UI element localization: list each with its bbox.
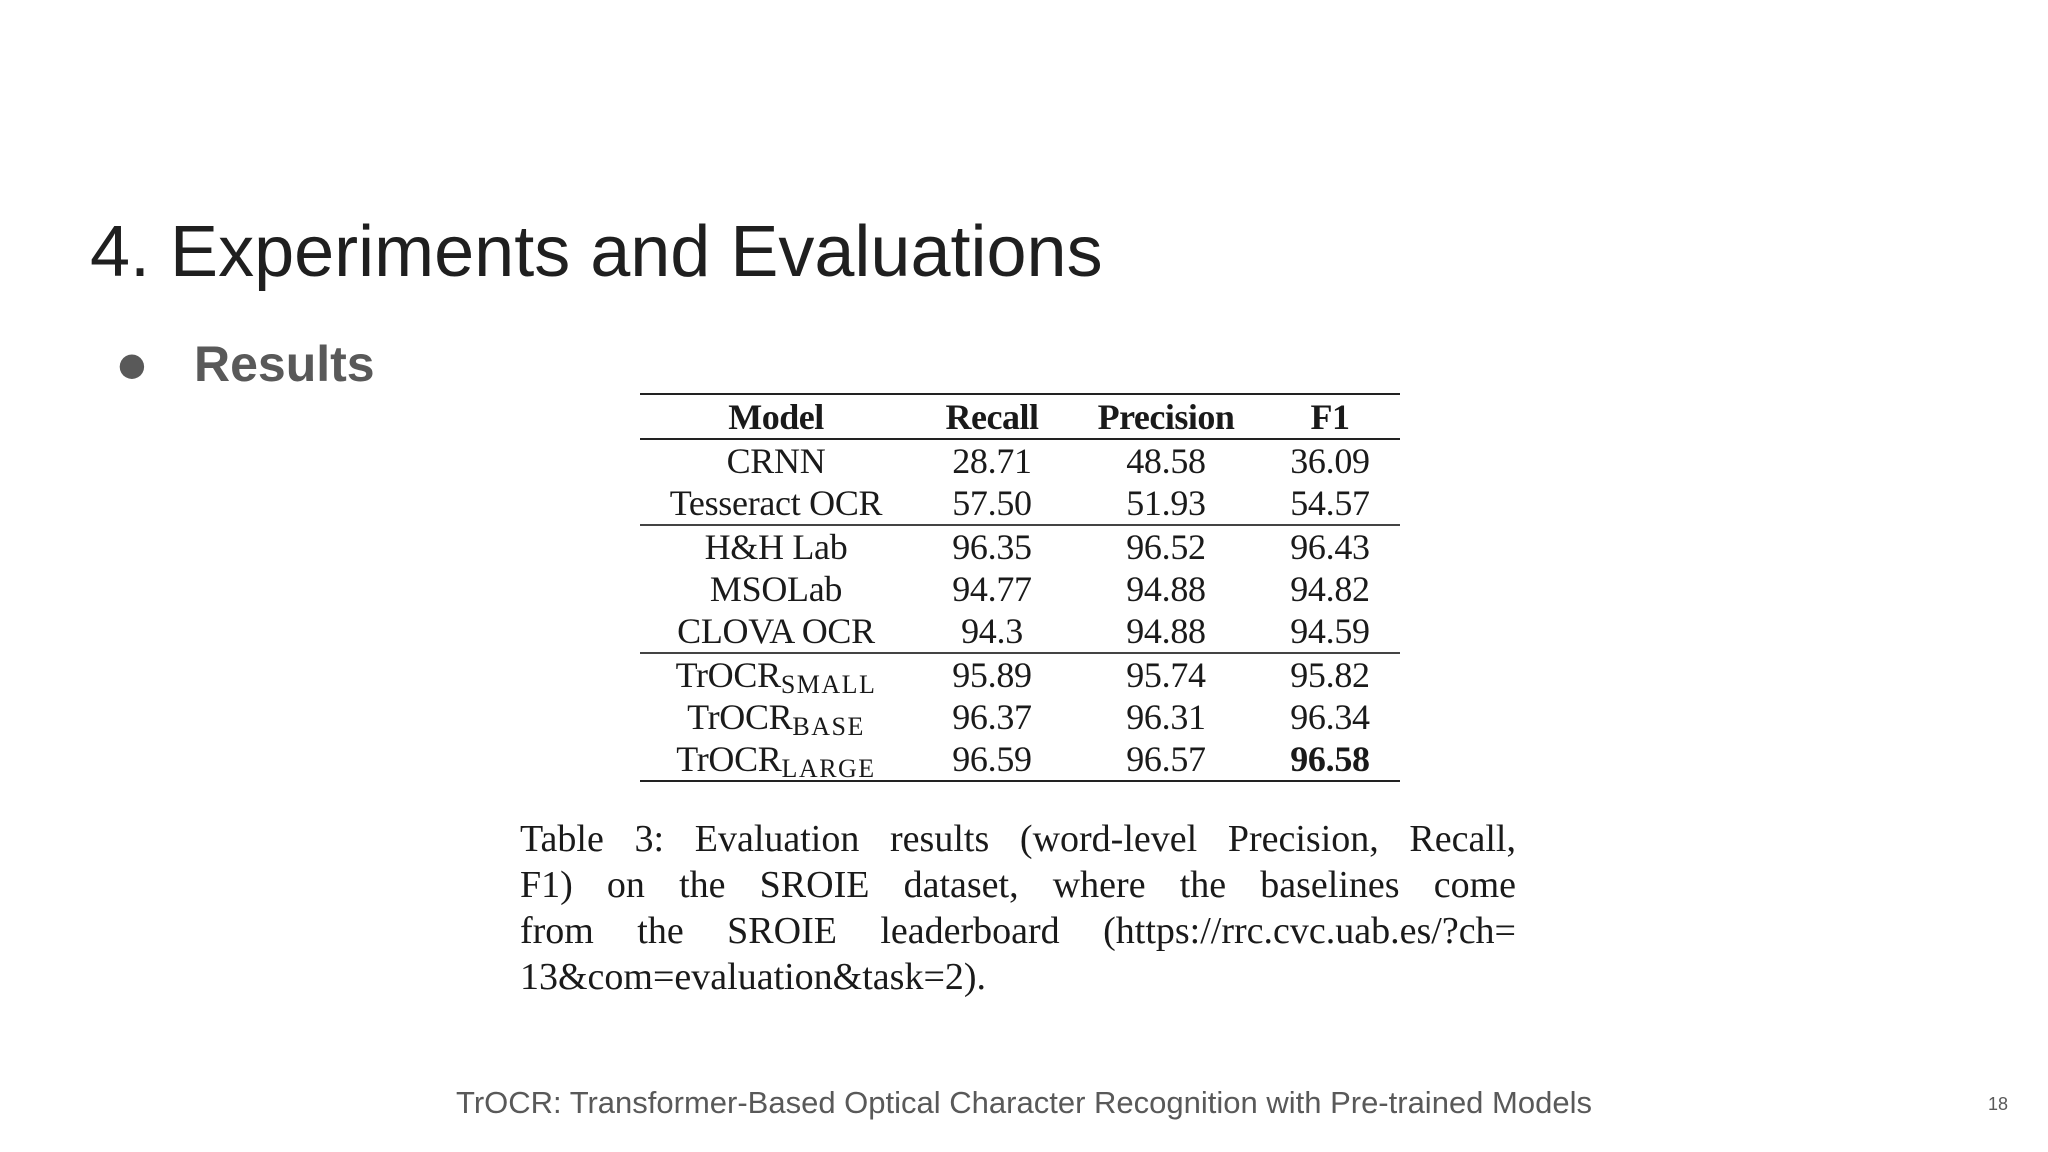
table-row (640, 439, 1400, 482)
recall-cell: 95.89 (912, 653, 1072, 696)
table-row (640, 653, 1400, 696)
caption-line: from the SROIE leaderboard (https://rrc.cvc.uab.es/?ch= (520, 910, 1516, 952)
precision-cell: 96.57 (1072, 738, 1260, 781)
recall-cell: 96.37 (952, 697, 1032, 737)
table-row (640, 525, 1400, 568)
precision-cell: 48.58 (1126, 441, 1206, 481)
table-row (640, 482, 1400, 525)
f1-cell: 94.59 (1290, 611, 1370, 651)
model-name: TrOCR (687, 697, 793, 737)
model-cell (640, 439, 912, 482)
caption-line: F1) on the SROIE dataset, where the baselines come (520, 864, 1516, 906)
f1-cell: 96.34 (1290, 697, 1370, 737)
header-precision: Precision (1072, 394, 1260, 439)
table-row (640, 696, 1400, 738)
model-size-subscript: SMALL (780, 670, 877, 699)
model-size-subscript: LARGE (781, 754, 876, 783)
model-cell (640, 525, 912, 568)
precision-cell: 96.31 (1126, 697, 1206, 737)
recall-cell: 94.3 (961, 611, 1023, 651)
header-model: Model (640, 394, 912, 439)
f1-cell: 94.82 (1290, 569, 1370, 609)
precision-cell: 96.52 (1072, 525, 1260, 568)
results-table (640, 393, 1400, 782)
model-name: H&H Lab (704, 527, 848, 567)
page-number: 18 (1987, 1094, 2008, 1114)
precision-cell: 51.93 (1126, 483, 1206, 523)
model-cell (640, 696, 912, 741)
f1-cell: 95.82 (1260, 653, 1400, 696)
caption-line: 13&com=evaluation&task=2). (520, 956, 987, 998)
recall-cell: 28.71 (952, 441, 1032, 481)
table-row (640, 738, 1400, 781)
precision-cell: 95.74 (1072, 653, 1260, 696)
model-cell (640, 568, 912, 610)
bullet-label: Results (194, 336, 375, 392)
header-recall: Recall (912, 394, 1072, 439)
model-cell (640, 610, 912, 653)
bullet-results (118, 334, 375, 394)
model-cell (640, 738, 912, 781)
recall-cell: 57.50 (952, 483, 1032, 523)
model-cell (640, 653, 912, 699)
bullet-dot-icon: ● (118, 345, 146, 383)
slide-title: 4. Experiments and Evaluations (90, 212, 1103, 292)
slide-footer: TrOCR: Transformer-Based Optical Character Recognition with Pre-trained Models (456, 1085, 1592, 1120)
table-row (640, 568, 1400, 610)
recall-cell: 94.77 (952, 569, 1032, 609)
model-name: TrOCR (675, 655, 781, 695)
precision-cell: 94.88 (1126, 611, 1206, 651)
model-cell (640, 482, 912, 525)
recall-cell: 96.35 (912, 525, 1072, 568)
table-row (640, 610, 1400, 653)
model-name: CLOVA OCR (677, 611, 875, 651)
table-header-row (640, 394, 1400, 439)
precision-cell: 94.88 (1126, 569, 1206, 609)
f1-cell: 54.57 (1290, 483, 1370, 523)
model-name: MSOLab (709, 569, 843, 609)
caption-line: Table 3: Evaluation results (word-level Precision, Recall, (520, 818, 1516, 860)
f1-cell: 36.09 (1290, 441, 1370, 481)
model-name: Tesseract OCR (669, 483, 883, 523)
recall-cell: 96.59 (912, 738, 1072, 781)
model-name: CRNN (726, 441, 826, 481)
model-size-subscript: BASE (792, 712, 865, 741)
f1-cell: 96.43 (1260, 525, 1400, 568)
header-f1: F1 (1260, 394, 1400, 439)
table-caption (520, 816, 1516, 1000)
f1-cell-best: 96.58 (1260, 738, 1400, 781)
model-name: TrOCR (676, 739, 782, 779)
